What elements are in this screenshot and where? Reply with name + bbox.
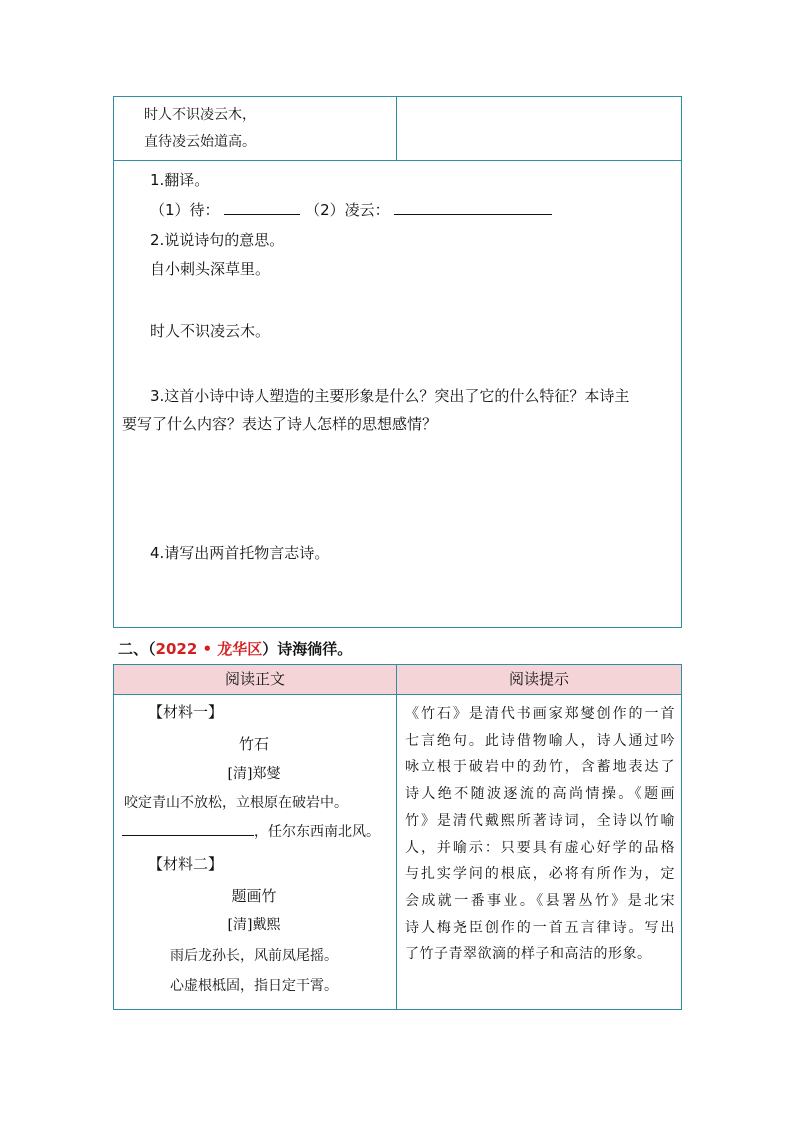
- question-1: 1.翻译。: [150, 171, 210, 189]
- material-2-line-1: 雨后龙孙长，风前凤尾摇。: [170, 948, 338, 964]
- answer-blank-1[interactable]: [224, 200, 300, 215]
- section-source: 2022 • 龙华区: [155, 640, 263, 658]
- question-1-item-1: （1）待：: [150, 201, 220, 219]
- questions-cell: [114, 161, 682, 628]
- hint-line: 诗人绝不随波逐流的高尚情操。《题画: [405, 786, 675, 803]
- hint-line: 七言绝句。此诗借物喻人，诗人通过吟: [405, 732, 675, 749]
- material-2-label: 【材料二】: [148, 855, 224, 873]
- empty-cell: [397, 97, 682, 161]
- hint-line: 竹》是清代戴熙所著诗词，全诗以竹喻: [405, 812, 675, 829]
- header-reading-hint: 阅读提示: [397, 665, 682, 695]
- hint-line: 咏立根于破岩中的劲竹，含蓄地表达了: [405, 759, 675, 776]
- material-1-label: 【材料一】: [148, 703, 224, 721]
- section-title-suffix: ）诗海徜徉。: [262, 640, 353, 658]
- hint-line: 与扎实学问的根底，必将有所作为，定: [405, 866, 675, 883]
- material-1-line-2-text: ，任尔东西南北风。: [254, 824, 380, 840]
- material-1-title: 竹石: [238, 735, 269, 753]
- question-4: 4.请写出两首托物言志诗。: [150, 544, 330, 562]
- section-title-prefix: 二、（: [118, 640, 156, 658]
- material-2-line-2: 心虚根柢固，指日定干霄。: [170, 978, 338, 994]
- reading-text-cell: [114, 695, 397, 1010]
- hint-line: 会成就一番事业。《县署丛竹》是北宋: [405, 892, 675, 909]
- material-2-author: [清]戴熙: [227, 917, 281, 933]
- hint-line: 了竹子青翠欲滴的样子和高洁的形象。: [405, 946, 652, 963]
- poem-cell: [114, 97, 397, 161]
- poem-line-2: 直待凌云始道高。: [144, 134, 256, 150]
- section-title: [118, 638, 352, 659]
- question-3-line-2: 要写了什么内容？表达了诗人怎样的思想感情？: [122, 415, 438, 433]
- question-3-line-1: 3.这首小诗中诗人塑造的主要形象是什么？突出了它的什么特征？本诗主: [150, 387, 630, 405]
- material-1-author: [清]郑燮: [227, 766, 281, 782]
- hint-line: 诗人梅尧臣创作的一首五言律诗。写出: [405, 919, 675, 936]
- reading-hint-cell: [397, 695, 682, 1010]
- question-2-line-1: 自小刺头深草里。: [150, 260, 271, 278]
- reading-table: [113, 664, 682, 1010]
- question-table: [113, 96, 682, 628]
- material-1-line-2: [122, 821, 380, 843]
- answer-blank-3[interactable]: [122, 821, 254, 836]
- reading-hint-text: [405, 701, 675, 968]
- question-1-item-2: （2）凌云：: [305, 201, 390, 219]
- header-reading-text: 阅读正文: [114, 665, 397, 695]
- material-2-title: 题画竹: [231, 887, 277, 905]
- question-2: 2.说说诗句的意思。: [150, 231, 285, 249]
- question-2-line-2: 时人不识凌云木。: [150, 322, 271, 340]
- hint-line: 人，并喻示：只要具有虚心好学的品格: [405, 839, 675, 856]
- answer-blank-2[interactable]: [394, 200, 552, 215]
- poem-line-1: 时人不识凌云木，: [144, 107, 256, 123]
- hint-line: 《竹石》是清代书画家郑燮创作的一首: [405, 706, 675, 722]
- material-1-line-1: 咬定青山不放松，立根原在破岩中。: [124, 795, 348, 811]
- question-1-items: [150, 199, 552, 221]
